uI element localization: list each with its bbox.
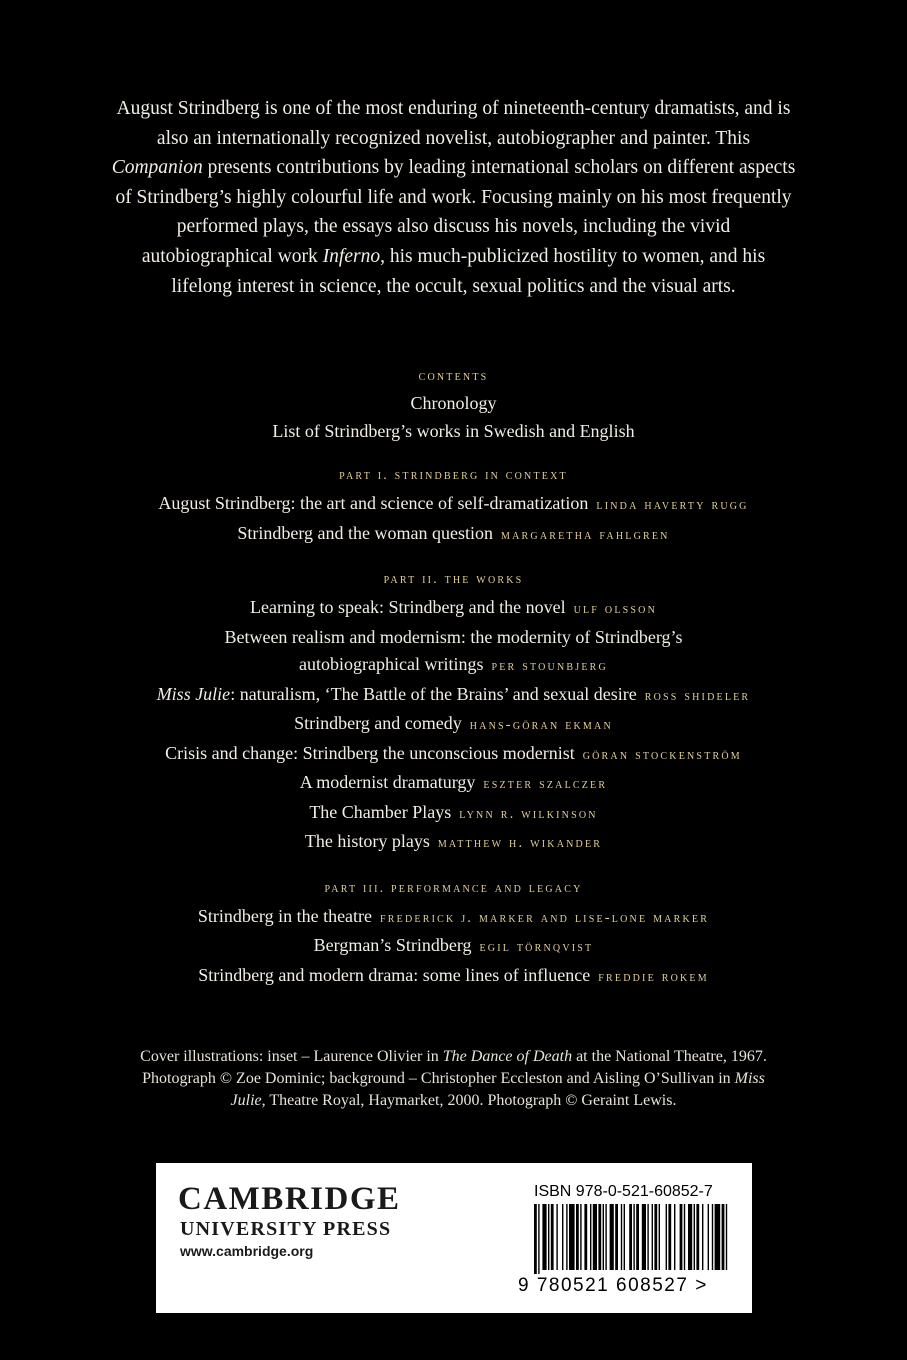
entry-title: autobiographical writings — [299, 654, 484, 674]
barcode-bar — [694, 1204, 695, 1270]
contents-heading: contents — [418, 369, 489, 384]
entry-author: freddie rokem — [598, 968, 709, 985]
entry-author: matthew h. wikander — [437, 835, 603, 851]
barcode-bar — [590, 1204, 591, 1270]
entry-title: Bergman’s Strindberg — [313, 935, 472, 955]
credits-text: at the National Theatre, 1967. Photograph © Zoe Dominic; background – Christopher Eccleston and Aisling O’Sullivan in — [142, 1048, 767, 1087]
contents-entry — [0, 681, 907, 711]
contents-entry — [0, 828, 907, 858]
entry-author: hans-göran ekman — [469, 717, 613, 733]
barcode-bar — [580, 1204, 581, 1270]
entry-author: eszter szalczer — [483, 776, 608, 792]
barcode-bar — [542, 1204, 546, 1270]
barcode-bar — [680, 1204, 683, 1270]
contents-entry — [0, 769, 907, 799]
entry-title: August Strindberg: the art and science of self-dramatization — [158, 493, 589, 513]
entry-author: per stounbjerg — [491, 658, 608, 674]
entry-title-italic: Miss Julie — [156, 683, 231, 704]
entry-author: lynn r. wilkinson — [459, 805, 598, 822]
entry-author: egil törnqvist — [479, 939, 594, 955]
contents-entry — [0, 740, 907, 770]
credits-italic: The Dance of Death — [442, 1048, 573, 1065]
barcode-bar — [548, 1204, 549, 1270]
entry-title: Strindberg in the theatre — [197, 905, 373, 926]
barcode-bar — [569, 1204, 575, 1270]
contents-entry — [0, 520, 907, 550]
blurb-italic-inferno: Inferno — [322, 245, 381, 267]
barcode-bar — [562, 1204, 563, 1270]
barcode-bar — [576, 1204, 579, 1270]
barcode-bar — [722, 1204, 725, 1270]
barcode-bar — [551, 1204, 554, 1270]
entry-title: Between realism and modernism: the modernity of Strindberg’s — [224, 626, 683, 647]
contents-entry — [0, 624, 907, 652]
barcode-bar — [556, 1204, 557, 1270]
entry-title: : naturalism, ‘The Battle of the Brains’ and sexual desire — [230, 683, 637, 704]
barcode-bar — [712, 1204, 713, 1270]
blurb-text: , his much-publicized hostility to women, and his lifelong interest in science, the occult, sexual politics and the visual arts. — [171, 245, 766, 297]
barcode-bar — [615, 1204, 618, 1270]
barcode-bar — [605, 1204, 606, 1270]
contents-entry — [0, 710, 907, 740]
barcode-bar — [652, 1204, 653, 1270]
barcode-bar — [726, 1204, 727, 1270]
credits-text: Cover illustrations: inset – Laurence Olivier in — [140, 1048, 443, 1065]
publisher-url: www.cambridge.org — [180, 1243, 314, 1259]
barcode-bar — [642, 1204, 646, 1270]
barcode-bar — [668, 1204, 671, 1270]
isbn-label: ISBN 978-0-521-60852-7 — [534, 1183, 713, 1200]
entry-title: Strindberg and the woman question — [237, 522, 494, 543]
contents-entry — [0, 594, 907, 624]
part-heading: part i. strindberg in context — [339, 468, 568, 483]
barcode-digits: 9 780521 608527 > — [518, 1275, 708, 1296]
credits-italic: Miss Julie — [230, 1070, 765, 1109]
publisher-logo-name: CAMBRIDGE — [178, 1181, 401, 1217]
credits-text: , Theatre Royal, Haymarket, 2000. Photograph © Geraint Lewis. — [261, 1092, 677, 1109]
contents-entry — [0, 932, 907, 962]
barcode-bar — [593, 1204, 597, 1270]
barcode-bar — [666, 1204, 667, 1270]
barcode-bar — [624, 1204, 625, 1270]
barcode-bar — [702, 1204, 703, 1270]
barcode-bar — [659, 1204, 660, 1270]
publisher-imprint-box — [156, 1163, 752, 1313]
table-of-contents — [0, 366, 907, 991]
contents-entry — [0, 962, 907, 992]
publisher-logo-subtitle: UNIVERSITY PRESS — [180, 1218, 392, 1240]
entry-author: margaretha fahlgren — [501, 526, 670, 543]
back-cover-blurb — [110, 94, 797, 301]
barcode-bar — [534, 1204, 537, 1274]
cover-credits — [140, 1046, 767, 1112]
contents-entry — [0, 799, 907, 829]
blurb-italic-companion: Companion — [111, 157, 203, 179]
contents-entry: List of Strindberg’s works in Swedish and English — [272, 420, 635, 441]
blurb-text: August Strindberg is one of the most enduring of nineteenth-century dramatists, and is also an internationally recognized novelist, autobiographer and painter. This — [116, 98, 791, 149]
barcode-bar — [696, 1204, 699, 1270]
barcode-bar — [684, 1204, 685, 1270]
barcode-graphic — [534, 1204, 730, 1274]
barcode-bar — [538, 1204, 539, 1274]
part-heading: part ii. the works — [383, 572, 524, 587]
barcode-bar — [629, 1204, 632, 1270]
barcode-bar — [621, 1204, 622, 1270]
entry-title: Strindberg and comedy — [294, 713, 462, 733]
barcode-bar — [654, 1204, 657, 1270]
blurb-text: presents contributions by leading international scholars on different aspects of Strindberg’s highly colourful life and work. Focusing mainly on his most frequently performed plays, the essays also discuss his novels, including the vivid autobiographical work — [115, 157, 796, 267]
entry-title: Learning to speak: Strindberg and the novel — [249, 597, 566, 617]
barcode-bar — [603, 1204, 604, 1270]
entry-author: ulf olsson — [573, 601, 657, 617]
part-heading: part iii. performance and legacy — [324, 880, 583, 896]
barcode-bar — [688, 1204, 692, 1270]
contents-entry — [0, 903, 907, 933]
barcode-bar — [636, 1204, 639, 1270]
contents-entry — [0, 490, 907, 520]
barcode-bar — [584, 1204, 587, 1270]
barcode-bar — [598, 1204, 601, 1270]
entry-title: A modernist dramaturgy — [299, 772, 476, 792]
entry-title: Strindberg and modern drama: some lines of influence — [198, 964, 591, 985]
entry-author: göran stockenström — [582, 746, 742, 763]
barcode-bar — [647, 1204, 648, 1270]
barcode-bar — [610, 1204, 614, 1270]
contents-entry — [0, 651, 907, 681]
barcode-bar — [715, 1204, 721, 1270]
barcode-bar — [566, 1204, 567, 1270]
contents-entry: Chronology — [410, 393, 497, 413]
entry-title: The history plays — [304, 831, 430, 851]
entry-author: ross shideler — [644, 687, 751, 704]
entry-author: linda haverty rugg — [596, 497, 749, 513]
barcode-bar — [708, 1204, 709, 1270]
barcode-bar — [633, 1204, 634, 1270]
entry-title: Crisis and change: Strindberg the unconscious modernist — [165, 742, 575, 763]
entry-author: frederick j. marker and lise-lone marker — [380, 909, 710, 926]
entry-title: The Chamber Plays — [309, 801, 452, 822]
barcode-bar — [674, 1204, 675, 1270]
